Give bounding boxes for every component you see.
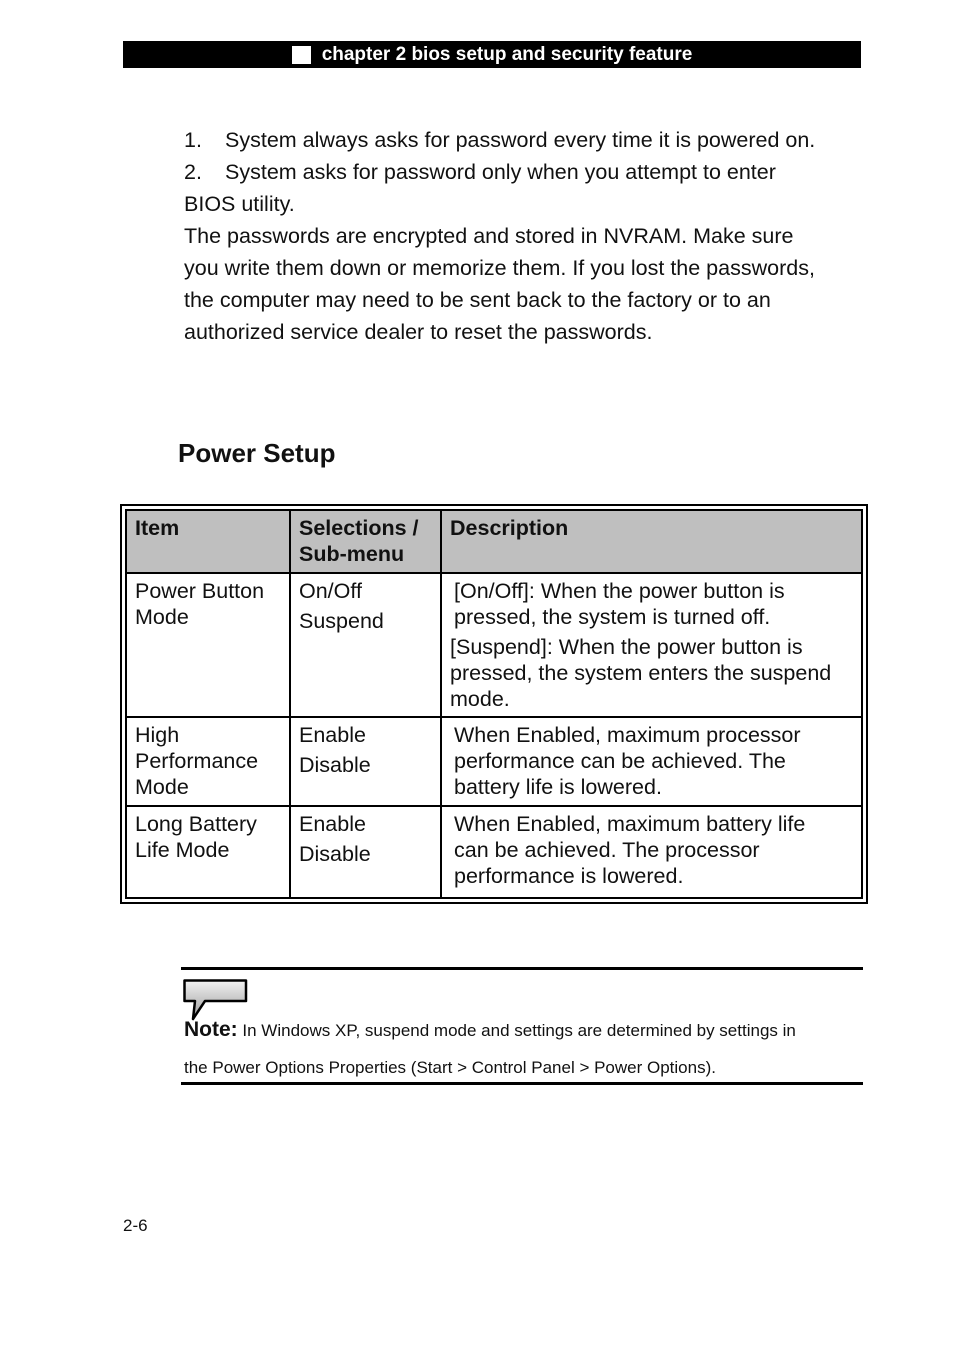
description-text: mode. [450,687,510,711]
selection-option: Suspend [299,609,384,633]
row-item-text: Mode [135,605,189,629]
paragraph-line: you write them down or memorize them. If you lost the passwords, [184,256,815,280]
table-row [126,806,862,898]
section-title: Power Setup [178,438,336,468]
list-item-number: 2. [184,160,202,184]
selection-option: Enable [299,723,366,747]
power-setup-table [125,509,863,899]
row-description-cell [441,717,862,806]
row-selections-cell [290,806,441,898]
row-item-text: Life Mode [135,838,230,862]
row-item-text: Long Battery [135,812,257,836]
list-item [184,124,864,156]
header-selections-label: Selections / [299,516,419,540]
note-line [184,1011,864,1049]
note-line-text: In Windows XP, suspend mode and settings are determined by settings in [242,1021,796,1040]
header-selections [290,510,441,573]
list-item-number: 1. [184,128,202,152]
row-description-cell [441,806,862,898]
page-number: 2-6 [123,1216,148,1235]
list-item [184,156,864,188]
description-text: When Enabled, maximum processor [454,723,801,747]
row-item-cell [126,573,290,717]
table-row [126,717,862,806]
header-square-icon [292,46,311,64]
note-text [184,1011,864,1086]
note-rule-top [181,967,863,970]
description-text: performance can be achieved. The [454,749,786,773]
row-item-text: Power Button [135,579,265,603]
row-item-cell [126,806,290,898]
header-item [126,510,290,573]
list-item-text: System always asks for password every time it is powered on. [225,128,816,152]
selection-option: Disable [299,842,371,866]
list-item-continuation: BIOS utility. [184,192,295,216]
header-description [441,510,862,573]
paragraph-line: The passwords are encrypted and stored in NVRAM. Make sure [184,224,794,248]
table-header-row [126,510,862,573]
selection-option: Disable [299,753,371,777]
row-description-cell [441,573,862,717]
note-line: the Power Options Properties (Start > Control Panel > Power Options). [184,1058,716,1077]
row-item-text: High [135,723,180,747]
list-item-text: System asks for password only when you attempt to enter [225,160,776,184]
header-selections-label: Sub-menu [299,542,405,566]
row-selections-cell [290,573,441,717]
table-row [126,573,862,717]
description-text: pressed, the system is turned off. [454,605,771,629]
selection-option: Enable [299,812,366,836]
selection-option: On/Off [299,579,362,603]
description-text: battery life is lowered. [454,775,662,799]
description-text: performance is lowered. [454,864,684,888]
power-setup-table-frame [120,504,868,904]
row-item-text: Mode [135,775,189,799]
password-paragraph [184,220,864,348]
description-text: [On/Off]: When the power button is [454,579,785,603]
description-text: pressed, the system enters the suspend [450,661,832,685]
chapter-header-bar [123,41,861,68]
description-text: can be achieved. The processor [454,838,760,862]
chapter-header-title: chapter 2 bios setup and security feature [321,43,693,65]
body-text [184,124,864,348]
description-text: When Enabled, maximum battery life [454,812,806,836]
description-text: [Suspend]: When the power button is [450,635,803,659]
row-item-text: Performance [135,749,259,773]
paragraph-line: authorized service dealer to reset the passwords. [184,320,653,344]
header-description-label: Description [450,516,569,540]
note-rule-bottom [181,1082,863,1085]
header-item-label: Item [135,516,180,540]
row-item-cell [126,717,290,806]
row-selections-cell [290,717,441,806]
note-label: Note: [184,1018,238,1041]
paragraph-line: the computer may need to be sent back to the factory or to an [184,288,771,312]
